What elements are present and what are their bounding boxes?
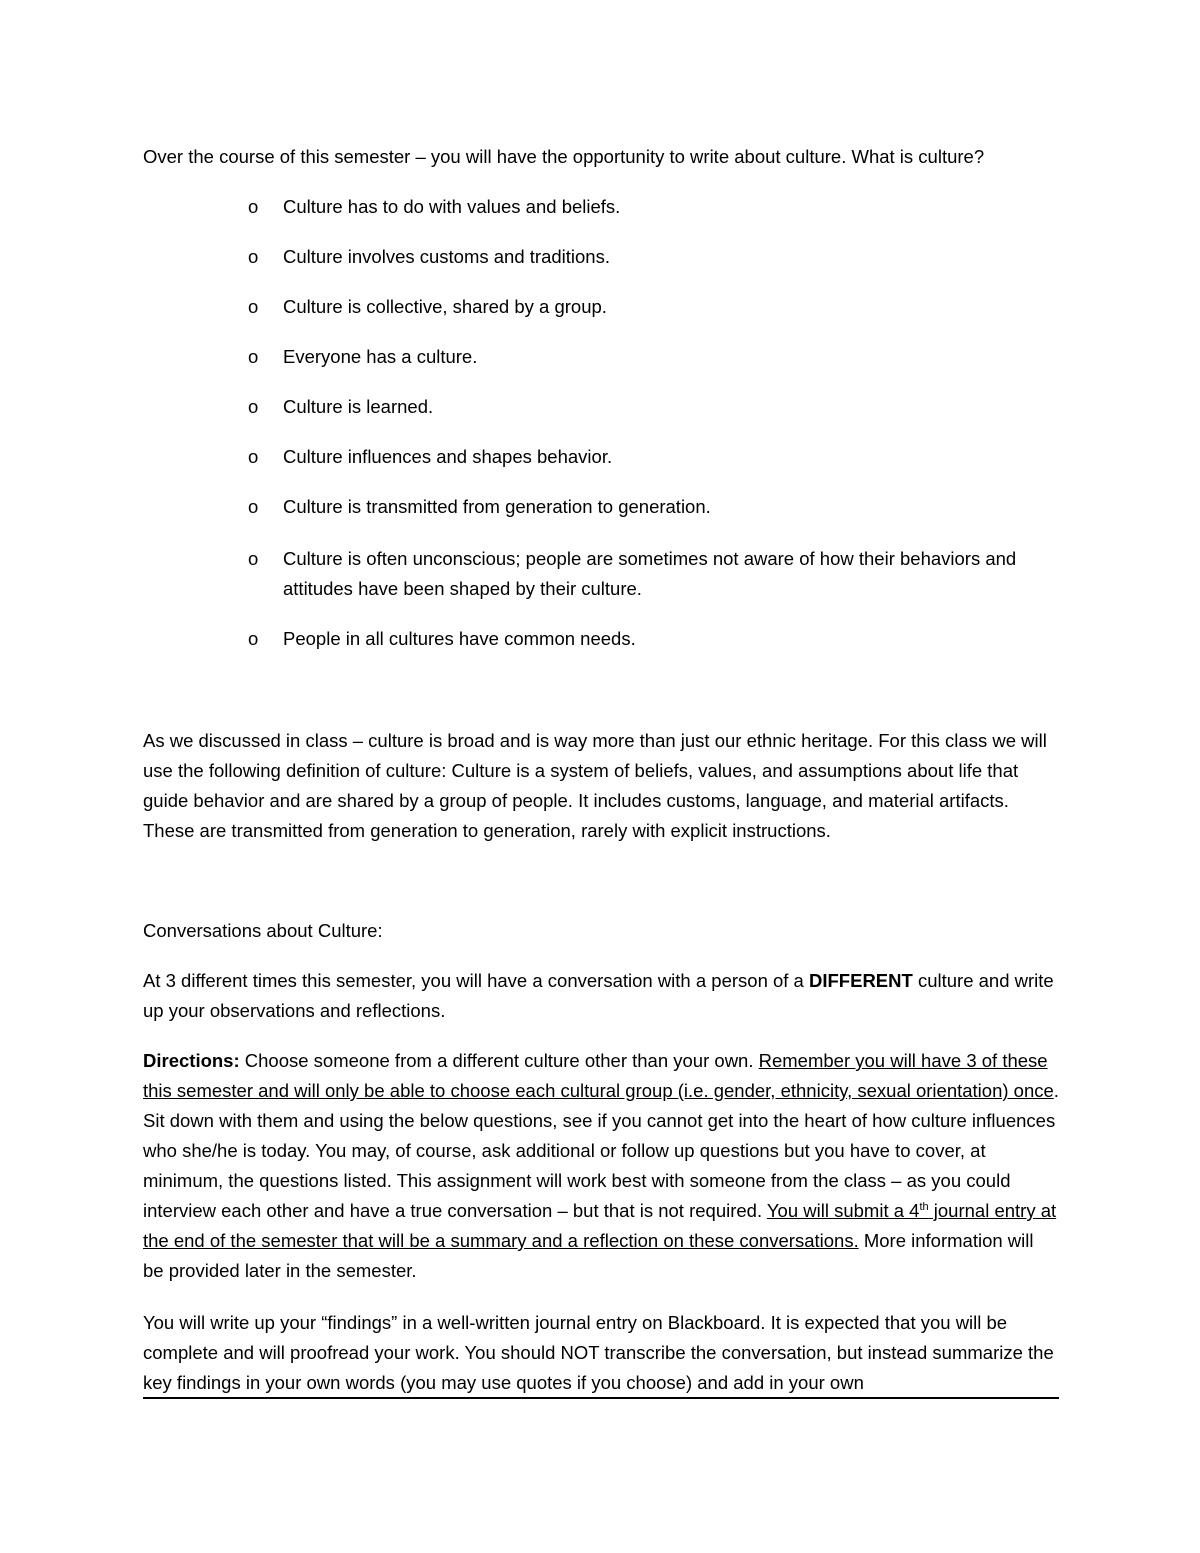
list-item	[0, 442, 1043, 472]
list-item	[0, 544, 1043, 604]
bullet-marker: o	[248, 548, 259, 569]
different-emphasis: DIFFERENT	[809, 970, 913, 991]
directions-underlined-1: Remember you will have 3 of these this semester and will only be able to choose each cultural group (i.e. gender, ethnicity, sexual orientation) once	[143, 1050, 1054, 1101]
directions-underlined-2a: You will submit a 4	[766, 1200, 920, 1221]
list-item-text: Everyone has a culture.	[283, 346, 478, 367]
directions-text-3: More information will be provided later in the semester.	[143, 1230, 1034, 1281]
bullet-marker: o	[248, 246, 259, 267]
list-item-text: Culture is collective, shared by a group.	[283, 296, 607, 317]
directions-paragraph	[143, 1046, 1059, 1286]
intro-paragraph: Over the course of this semester – you will have the opportunity to write about culture. What is culture?	[143, 146, 985, 167]
list-item-text: Culture involves customs and traditions.	[283, 246, 610, 267]
list-item	[0, 492, 1043, 522]
bullet-marker: o	[248, 346, 259, 367]
list-item	[0, 242, 1043, 272]
directions-underlined-2b: journal entry at the end of the semester that will be a summary and a reflection on these conversations.	[143, 1200, 1057, 1251]
bullet-marker: o	[248, 496, 259, 517]
bullet-marker: o	[248, 628, 259, 649]
bullet-marker: o	[248, 296, 259, 317]
conversations-times-paragraph	[143, 966, 1059, 1026]
directions-label: Directions:	[143, 1050, 240, 1071]
list-item	[0, 624, 1043, 654]
directions-text-1: Choose someone from a different culture other than your own.	[239, 1050, 759, 1071]
list-item-text: Culture is often unconscious; people are sometimes not aware of how their behaviors and attitudes have been shaped by their culture.	[283, 548, 1017, 599]
directions-text-2: . Sit down with them and using the below questions, see if you cannot get into the heart of how culture influences who she/he is today. You may, of course, ask additional or follow up questions but you have to cover, at minimum, the questions listed. This assignment will work best with someone from the class – as you could interview each other and have a true conversation – but that is not required.	[143, 1080, 1059, 1221]
list-item-text: Culture is transmitted from generation to generation.	[283, 496, 711, 517]
findings-paragraph: You will write up your “findings” in a well-written journal entry on Blackboard. It is expected that you will be complete and will proofread your work. You should NOT transcribe the conversation, but instead summarize the key findings in your own words (you may use quotes if you choose) and add in your own	[143, 1312, 1054, 1393]
bullet-marker: o	[248, 446, 259, 467]
list-item-text: Culture influences and shapes behavior.	[283, 446, 613, 467]
list-item-text: People in all cultures have common needs.	[283, 628, 636, 649]
list-item-text: Culture is learned.	[283, 396, 434, 417]
bullet-marker: o	[248, 196, 259, 217]
list-item	[0, 342, 1043, 372]
list-item	[0, 392, 1043, 422]
culture-definition-paragraph: As we discussed in class – culture is broad and is way more than just our ethnic heritage. For this class we will use the following definition of culture: Culture is a system of beliefs, values, and assumptions about life that guide behavior and are shared by a group of people. It includes customs, language, and material artifacts. These are transmitted from generation to generation, rarely with explicit instructions.	[143, 730, 1047, 841]
ordinal-superscript: th	[919, 1201, 929, 1213]
conversations-heading: Conversations about Culture:	[143, 920, 383, 941]
list-item-text: Culture has to do with values and beliefs.	[283, 196, 621, 217]
bullet-marker: o	[248, 396, 259, 417]
list-item	[0, 292, 1043, 322]
conversations-times-text-after: culture and write up your observations and reflections.	[143, 970, 1054, 1021]
conversations-times-text-before: At 3 different times this semester, you will have a conversation with a person of a	[143, 970, 809, 991]
bottom-rule	[143, 1397, 1059, 1399]
list-item	[0, 192, 1043, 222]
